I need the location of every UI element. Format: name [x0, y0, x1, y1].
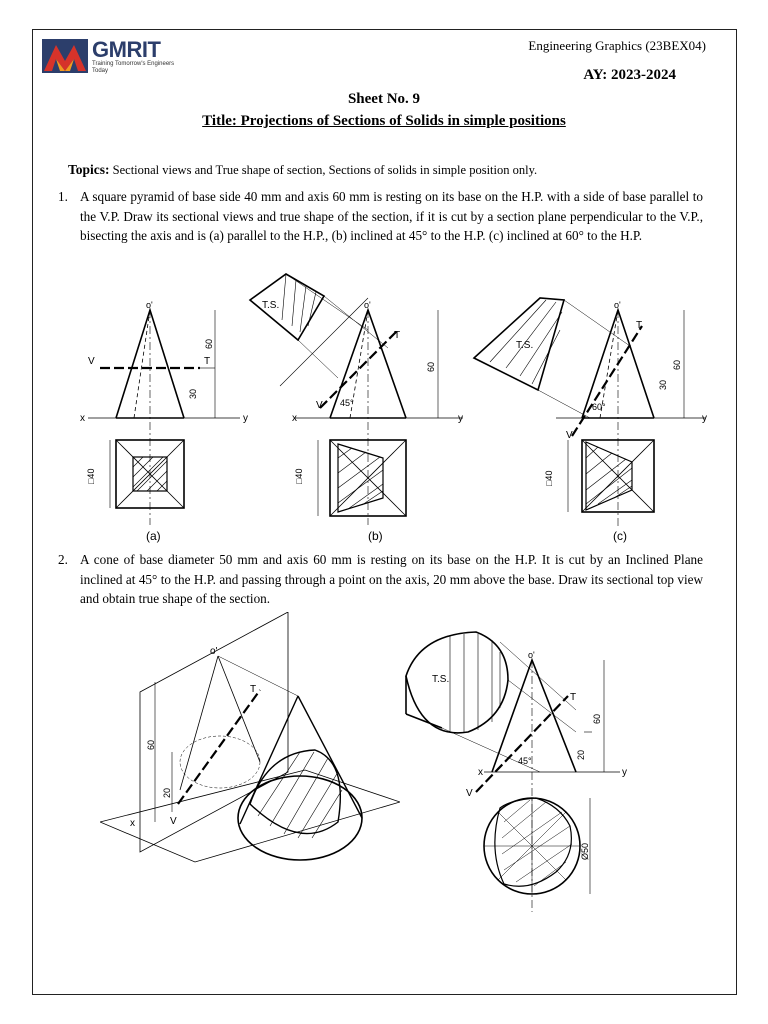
- page-title: [0, 113, 768, 130]
- label-y: y: [458, 413, 463, 424]
- caption-b: (b): [368, 529, 383, 543]
- label-t: T: [394, 330, 401, 341]
- dim-40: □40: [86, 468, 96, 484]
- course-code: Engineering Graphics (23BEX04): [528, 38, 706, 53]
- topics-text: Sectional views and True shape of section, Sections of solids in simple position only.: [112, 163, 538, 177]
- figure-1a-drawing: [80, 300, 250, 525]
- label-x: x: [80, 413, 85, 424]
- dim-50: Ø50: [580, 842, 590, 860]
- dim-40: □40: [544, 470, 554, 486]
- question-text: A square pyramid of base side 40 mm and axis 60 mm is resting on its base on the H.P. with a side of base parallel to the V.P. Draw its sectional views and true shape of the section, if it is cut by a section plane perpendicular to the V.P., bisecting the axis and is (a) parallel to the H.P., (b) inclined at 45° to the H.P. (c) inclined at 60° to the H.P.: [80, 189, 703, 243]
- question-2: [58, 550, 703, 609]
- label-t: T: [204, 356, 211, 367]
- dim-60: 60: [204, 338, 214, 349]
- label-v: V: [566, 430, 573, 441]
- label-x: x: [130, 818, 135, 829]
- question-1: [58, 187, 703, 246]
- topics-line: [68, 162, 537, 178]
- label-ts: T.S.: [262, 300, 280, 311]
- label-angle-45: 45°: [518, 756, 532, 766]
- figure-1b-drawing: [238, 268, 468, 525]
- label-t: T: [570, 692, 577, 703]
- caption-c: (c): [613, 529, 627, 543]
- logo-mark-icon: [42, 39, 88, 73]
- label-angle-45: 45°: [340, 398, 354, 408]
- dim-40: □40: [294, 468, 304, 484]
- dim-30: 30: [188, 388, 198, 399]
- label-angle-60: 60°: [592, 402, 606, 412]
- label-x: x: [478, 767, 483, 778]
- label-v: V: [316, 400, 323, 411]
- label-x: x: [292, 413, 297, 424]
- page-title-text: Title: Projections of Sections of Solids in simple positions: [202, 113, 566, 129]
- label-apex: o': [614, 300, 621, 310]
- label-y: y: [622, 767, 627, 778]
- label-t: T: [250, 684, 257, 695]
- dim-60: 60: [426, 361, 436, 372]
- figure-2-pictorial-drawing: [100, 612, 400, 877]
- academic-year: AY: 2023-2024: [583, 67, 676, 83]
- label-apex: o': [364, 300, 371, 310]
- dim-20: 20: [162, 787, 172, 798]
- label-v: V: [170, 816, 177, 827]
- logo-tagline: Training Tomorrow's Engineers Today: [92, 61, 175, 74]
- dim-30: 30: [658, 379, 668, 390]
- figure-1c-drawing: [460, 286, 710, 526]
- caption-a: (a): [146, 529, 161, 543]
- question-number: 1.: [58, 189, 68, 204]
- label-ts: T.S.: [432, 674, 450, 685]
- figure-2-orthographic-drawing: [380, 622, 630, 912]
- label-ts: T.S.: [516, 340, 534, 351]
- institution-logo: [42, 37, 182, 77]
- dim-20: 20: [576, 749, 586, 760]
- question-text: A cone of base diameter 50 mm and axis 60 mm is resting on its base on the H.P. It is cut by an Inclined Plane inclined at 45° to the H.P. and passing through a point on the axis, 20 mm above the base. Draw its sectional top view and obtain true shape of the section.: [80, 552, 703, 606]
- dim-60: 60: [672, 359, 682, 370]
- dim-60: 60: [146, 739, 156, 750]
- label-y: y: [702, 413, 707, 424]
- label-v: V: [466, 788, 473, 799]
- label-t: T: [636, 320, 643, 331]
- sheet-number: Sheet No. 9: [347, 91, 421, 107]
- label-apex: o': [528, 650, 535, 660]
- logo-wordmark: GMRIT: [92, 37, 161, 62]
- label-apex: o': [210, 646, 218, 657]
- dim-60: 60: [592, 713, 602, 724]
- label-v: V: [88, 356, 95, 367]
- label-apex: o': [146, 300, 153, 310]
- label-y: y: [243, 413, 248, 424]
- topics-label: Topics:: [68, 162, 110, 177]
- question-number: 2.: [58, 552, 68, 567]
